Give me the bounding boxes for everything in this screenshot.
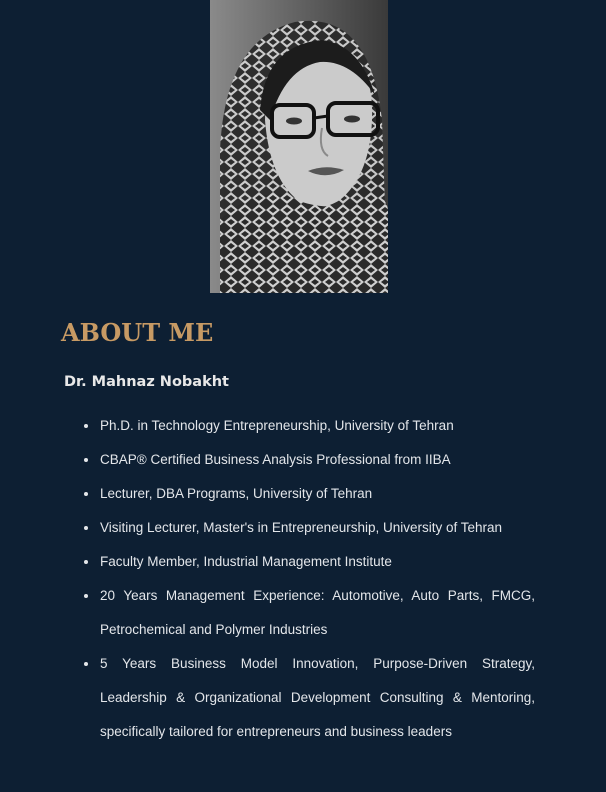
list-item: Visiting Lecturer, Master's in Entrepreneurship, University of Tehran [100, 511, 535, 545]
list-item: 20 Years Management Experience: Automotive, Auto Parts, FMCG, Petrochemical and Polymer Industries [100, 579, 535, 647]
list-item: Ph.D. in Technology Entrepreneurship, University of Tehran [100, 409, 535, 443]
credentials-list [100, 409, 535, 749]
list-item: Lecturer, DBA Programs, University of Tehran [100, 477, 535, 511]
portrait-photo [210, 0, 388, 293]
list-item: 5 Years Business Model Innovation, Purpose-Driven Strategy, Leadership & Organizational Development Consulting & Mentoring, specifically tailored for entrepreneurs and business leaders [100, 647, 535, 749]
about-me-heading: ABOUT ME [61, 318, 214, 347]
author-name: Dr. Mahnaz Nobakht [64, 374, 229, 390]
list-item: CBAP® Certified Business Analysis Professional from IIBA [100, 443, 535, 477]
list-item: Faculty Member, Industrial Management Institute [100, 545, 535, 579]
